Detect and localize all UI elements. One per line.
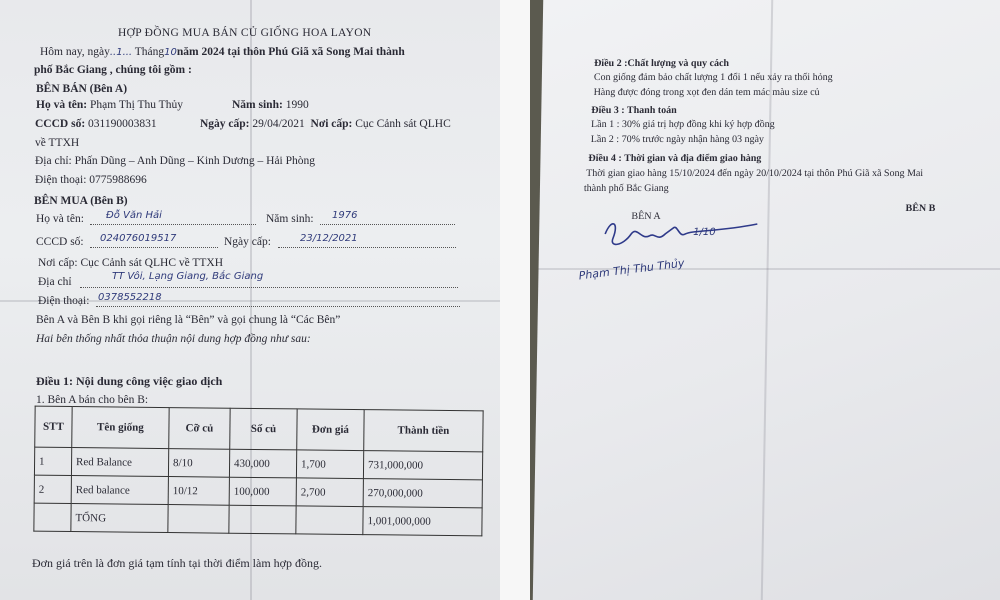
- buyer-phone-handwritten: 0378552218: [98, 292, 162, 303]
- buyer-dob-handwritten: 1976: [332, 210, 358, 221]
- photo-separator: [500, 0, 530, 600]
- fill-line: [96, 306, 460, 307]
- table-header-cell: Cỡ củ: [169, 408, 230, 450]
- table-cell: 10/12: [168, 477, 229, 506]
- table-cell: Red balance: [71, 476, 168, 505]
- signature-name: Phạm Thị Thu Thủy: [578, 256, 686, 283]
- table-cell: 8/10: [168, 449, 229, 478]
- goods-table: [33, 406, 483, 537]
- table-header-cell: STT: [35, 406, 72, 447]
- signature-date: 1/10: [693, 227, 716, 238]
- seller-issue-row: Ngày cấp: 29/04/2021 Nơi cấp: Cục Cảnh sát QLHC: [200, 118, 451, 130]
- seller-heading: BÊN BÁN (Bên A): [36, 83, 128, 95]
- buyer-issue-handwritten: 23/12/2021: [300, 233, 358, 244]
- seller-address-row: Địa chỉ: Phấn Dũng – Anh Dũng – Kinh Dương – Hải Phòng: [35, 155, 316, 167]
- article-1-heading: Điều 1: Nội dung công việc giao dịch: [36, 374, 223, 388]
- table-cell: 2: [34, 475, 71, 503]
- article-4-heading: Điều 4 : Thời gian và địa điểm giao hàng: [588, 153, 762, 164]
- buyer-address-row: Địa chỉ: [38, 276, 72, 288]
- seller-name-row: Họ và tên: Phạm Thị Thu Thủy: [36, 99, 183, 111]
- table-cell: 1: [34, 447, 71, 475]
- paper-sheet: [533, 0, 1000, 600]
- table-cell: 100,000: [229, 477, 296, 506]
- table-total-value: 1,001,000,000: [363, 507, 482, 536]
- price-footnote: Đơn giá trên là đơn giá tạm tính tại thời điểm làm hợp đồng.: [32, 556, 322, 570]
- buyer-address-handwritten: TT Vôi, Lạng Giang, Bắc Giang: [112, 271, 264, 282]
- article-1-subheading: 1. Bên A bán cho bên B:: [36, 394, 149, 406]
- table-total-row: [34, 503, 482, 536]
- article-3-line: Lần 1 : 30% giá trị hợp đồng khi ký hợp đồng: [590, 119, 775, 130]
- party-b-label: BÊN B: [905, 203, 936, 214]
- table-cell: [168, 505, 229, 534]
- table-cell: 2,700: [296, 478, 363, 507]
- parties-note: Bên A và Bên B khi gọi riêng là “Bên” và gọi chung là “Các Bên”: [36, 314, 341, 326]
- buyer-place-row: Nơi cấp: Cục Cảnh sát QLHC về TTXH: [38, 257, 224, 269]
- seller-place-cont: về TTXH: [35, 137, 80, 149]
- signature-scribble: [597, 216, 768, 256]
- buyer-name-row: Họ và tên:: [36, 213, 84, 225]
- article-4-line: thành phố Bắc Giang: [583, 183, 669, 194]
- buyer-heading: BÊN MUA (Bên B): [34, 195, 128, 207]
- seller-id-row: CCCD số: 031190003831: [35, 118, 157, 130]
- buyer-id-row: CCCD số:: [36, 236, 84, 248]
- fill-line: [80, 287, 458, 288]
- table-header-row: [35, 406, 483, 452]
- table-header-cell: Số củ: [230, 408, 297, 450]
- table-header-cell: Đơn giá: [297, 409, 364, 451]
- article-2-line: Con giống đảm bảo chất lượng 1 đổi 1 nếu xảy ra thối hỏng: [593, 72, 833, 83]
- buyer-id-handwritten: 024076019517: [100, 233, 177, 244]
- contract-title: HỢP ĐỒNG MUA BÁN CỦ GIỐNG HOA LAYON: [118, 27, 372, 39]
- article-4-line: Thời gian giao hàng 15/10/2024 đến ngày 20/10/2024 tại thôn Phú Giã xã Song Mai: [586, 168, 924, 179]
- table-header-cell: Thành tiền: [364, 410, 483, 452]
- intro-line-2: phố Bắc Giang , chúng tôi gồm :: [34, 64, 192, 76]
- table-header-cell: Tên giống: [72, 407, 169, 449]
- seller-phone-row: Điện thoại: 0775988696: [35, 174, 147, 186]
- intro-line: Hôm nay, ngày..1... Tháng10năm 2024 tại thôn Phú Giã xã Song Mai thành: [40, 46, 405, 58]
- agreement-note: Hai bên thống nhất thỏa thuận nội dung hợp đồng như sau:: [36, 333, 311, 345]
- seller-dob-row: Năm sinh: 1990: [232, 99, 309, 111]
- buyer-phone-row: Điện thoại:: [38, 295, 90, 307]
- article-2-line: Hàng được đóng trong xọt đen dán tem mác màu size củ: [593, 87, 820, 98]
- buyer-name-handwritten: Đỗ Văn Hải: [106, 210, 162, 221]
- table-cell: Red Balance: [71, 448, 168, 477]
- table-total-label: TỔNG: [71, 504, 168, 533]
- table-cell: 731,000,000: [363, 451, 482, 480]
- article-2-heading: Điều 2 :Chất lượng và quy cách: [594, 58, 730, 69]
- buyer-issue-row: Ngày cấp:: [224, 236, 271, 248]
- buyer-dob-row: Năm sinh:: [266, 213, 314, 225]
- article-3-line: Lần 2 : 70% trước ngày nhận hàng 03 ngày: [590, 134, 765, 145]
- fill-line: [320, 224, 455, 225]
- table-cell: 1,700: [296, 450, 363, 479]
- party-a-label: BÊN A: [631, 211, 661, 222]
- fill-line: [278, 247, 456, 248]
- table-cell: [296, 506, 363, 535]
- table-cell: [229, 505, 296, 534]
- table-cell: [34, 503, 71, 531]
- contract-page-2-photo: [530, 0, 1000, 600]
- article-3-heading: Điều 3 : Thanh toán: [591, 105, 677, 116]
- table-cell: 270,000,000: [363, 479, 482, 508]
- table-cell: 430,000: [229, 449, 296, 478]
- fill-line: [90, 247, 218, 248]
- fill-line: [90, 224, 256, 225]
